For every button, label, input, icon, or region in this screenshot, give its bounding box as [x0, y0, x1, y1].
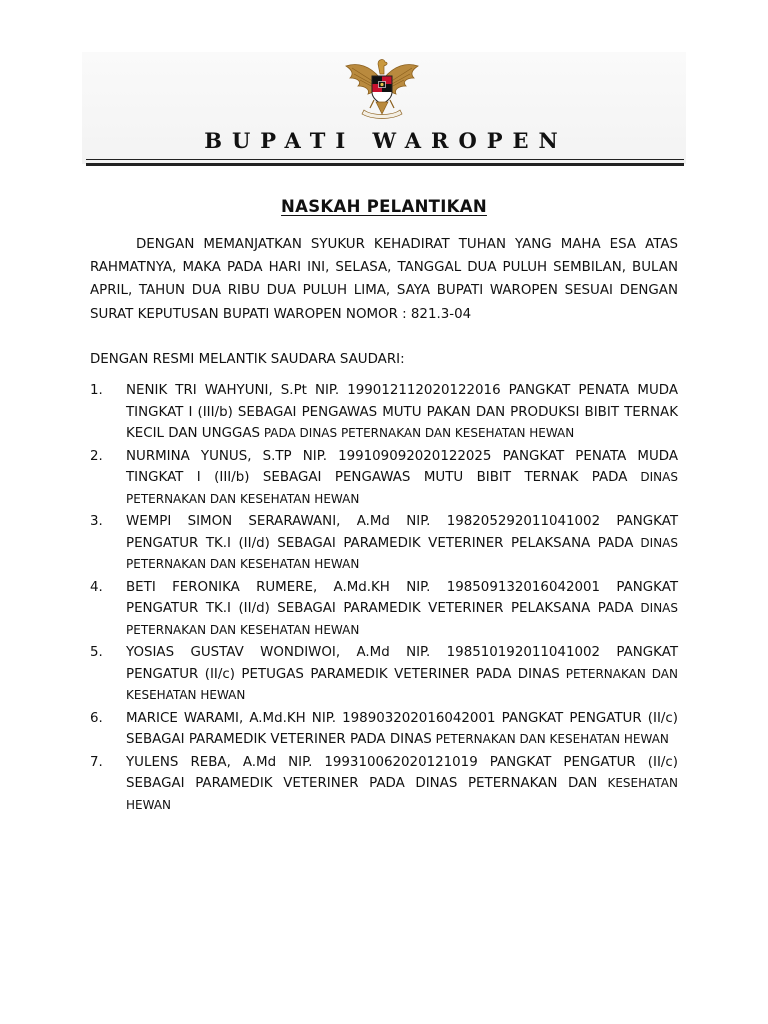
item-number: 7. — [90, 754, 103, 770]
appointee-unit: KESEHATAN HEWAN — [126, 776, 678, 812]
appointee-unit: PETERNAKAN DAN KESEHATAN HEWAN — [126, 666, 678, 702]
appointee-details: NURMINA YUNUS, S.TP NIP. 199109092020122025 PANGKAT PENATA MUDA TINGKAT I (III/b) SEBAGAI PENGAWAS MUTU BIBIT TERNAK PADA — [126, 448, 678, 485]
item-number: 3. — [90, 514, 103, 529]
appointee-details: WEMPI SIMON SERARAWANI, A.Md NIP. 198205292011041002 PANGKAT PENGATUR TK.I (II/d) SEBAGAI PARAMEDIK VETERINER PELAKSANA PADA — [126, 514, 678, 551]
letterhead-divider — [86, 159, 684, 160]
garuda-emblem-icon — [340, 56, 424, 122]
item-number: 5. — [90, 645, 103, 660]
appointee-unit: PETERNAKAN DAN KESEHATAN HEWAN — [431, 732, 669, 746]
appointee-unit: DINAS PETERNAKAN DAN KESEHATAN HEWAN — [126, 470, 678, 506]
item-text — [126, 380, 678, 445]
appointee-details: NENIK TRI WAHYUNI, S.Pt NIP. 199012112020122016 PANGKAT PENATA MUDA TINGKAT I (III/b) SEBAGAI PENGAWAS MUTU PAKAN DAN PRODUKSI BIBIT TERNAK KECIL DAN UNGGAS — [126, 383, 678, 441]
item-text — [126, 511, 678, 576]
item-text — [126, 577, 678, 642]
appointee-unit: DINAS PETERNAKAN DAN KESEHATAN HEWAN — [126, 601, 678, 637]
item-text — [126, 642, 678, 707]
item-number: 2. — [90, 448, 103, 464]
appointee-details: YOSIAS GUSTAV WONDIWOI, A.Md NIP. 198510192011041002 PANGKAT PENGATUR (II/c) PETUGAS PARAMEDIK VETERINER PADA DINAS — [126, 645, 678, 682]
appointee-item — [90, 577, 678, 642]
appointee-details: YULENS REBA, A.Md NIP. 199310062020121019 PANGKAT PENGATUR (II/c) SEBAGAI PARAMEDIK VETERINER PADA DINAS PETERNAKAN DAN — [126, 754, 678, 791]
item-text — [126, 752, 678, 817]
item-number: 4. — [90, 579, 103, 595]
appointee-item — [90, 511, 678, 576]
appointee-unit: DINAS PETERNAKAN DAN KESEHATAN HEWAN — [126, 535, 678, 571]
intro-line: DENGAN RESMI MELANTIK SAUDARA SAUDARI: — [90, 352, 405, 367]
appointee-item — [90, 642, 678, 707]
letterhead-divider-thick — [86, 163, 684, 166]
appointee-item — [90, 708, 678, 751]
item-number: 1. — [90, 383, 103, 398]
office-title: BUPATI WAROPEN — [204, 128, 568, 153]
appointee-unit: PADA DINAS PETERNAKAN DAN KESEHATAN HEWAN — [260, 426, 575, 440]
opening-paragraph: DENGAN MEMANJATKAN SYUKUR KEHADIRAT TUHAN YANG MAHA ESA ATAS RAHMATNYA, MAKA PADA HARI INI, SELASA, TANGGAL DUA PULUH SEMBILAN, BULAN APRIL, TAHUN DUA RIBU DUA PULUH LIMA, SAYA BUPATI WAROPEN SESUAI DENGAN SURAT KEPUTUSAN BUPATI WAROPEN NOMOR : 821.3-04 — [90, 237, 678, 322]
appointee-item — [90, 380, 678, 445]
item-text — [126, 446, 678, 511]
item-text — [126, 708, 678, 751]
appointee-item — [90, 446, 678, 511]
appointee-item — [90, 752, 678, 817]
appointee-list — [90, 380, 678, 817]
appointee-details: MARICE WARAMI, A.Md.KH NIP. 198903202016042001 PANGKAT PENGATUR (II/c) SEBAGAI PARAMEDIK VETERINER PADA DINAS — [126, 710, 678, 747]
document-title: NASKAH PELANTIKAN — [281, 197, 487, 216]
item-number: 6. — [90, 710, 103, 726]
appointee-details: BETI FERONIKA RUMERE, A.Md.KH NIP. 198509132016042001 PANGKAT PENGATUR TK.I (II/d) SEBAGAI PARAMEDIK VETERINER PELAKSANA PADA — [126, 579, 678, 616]
